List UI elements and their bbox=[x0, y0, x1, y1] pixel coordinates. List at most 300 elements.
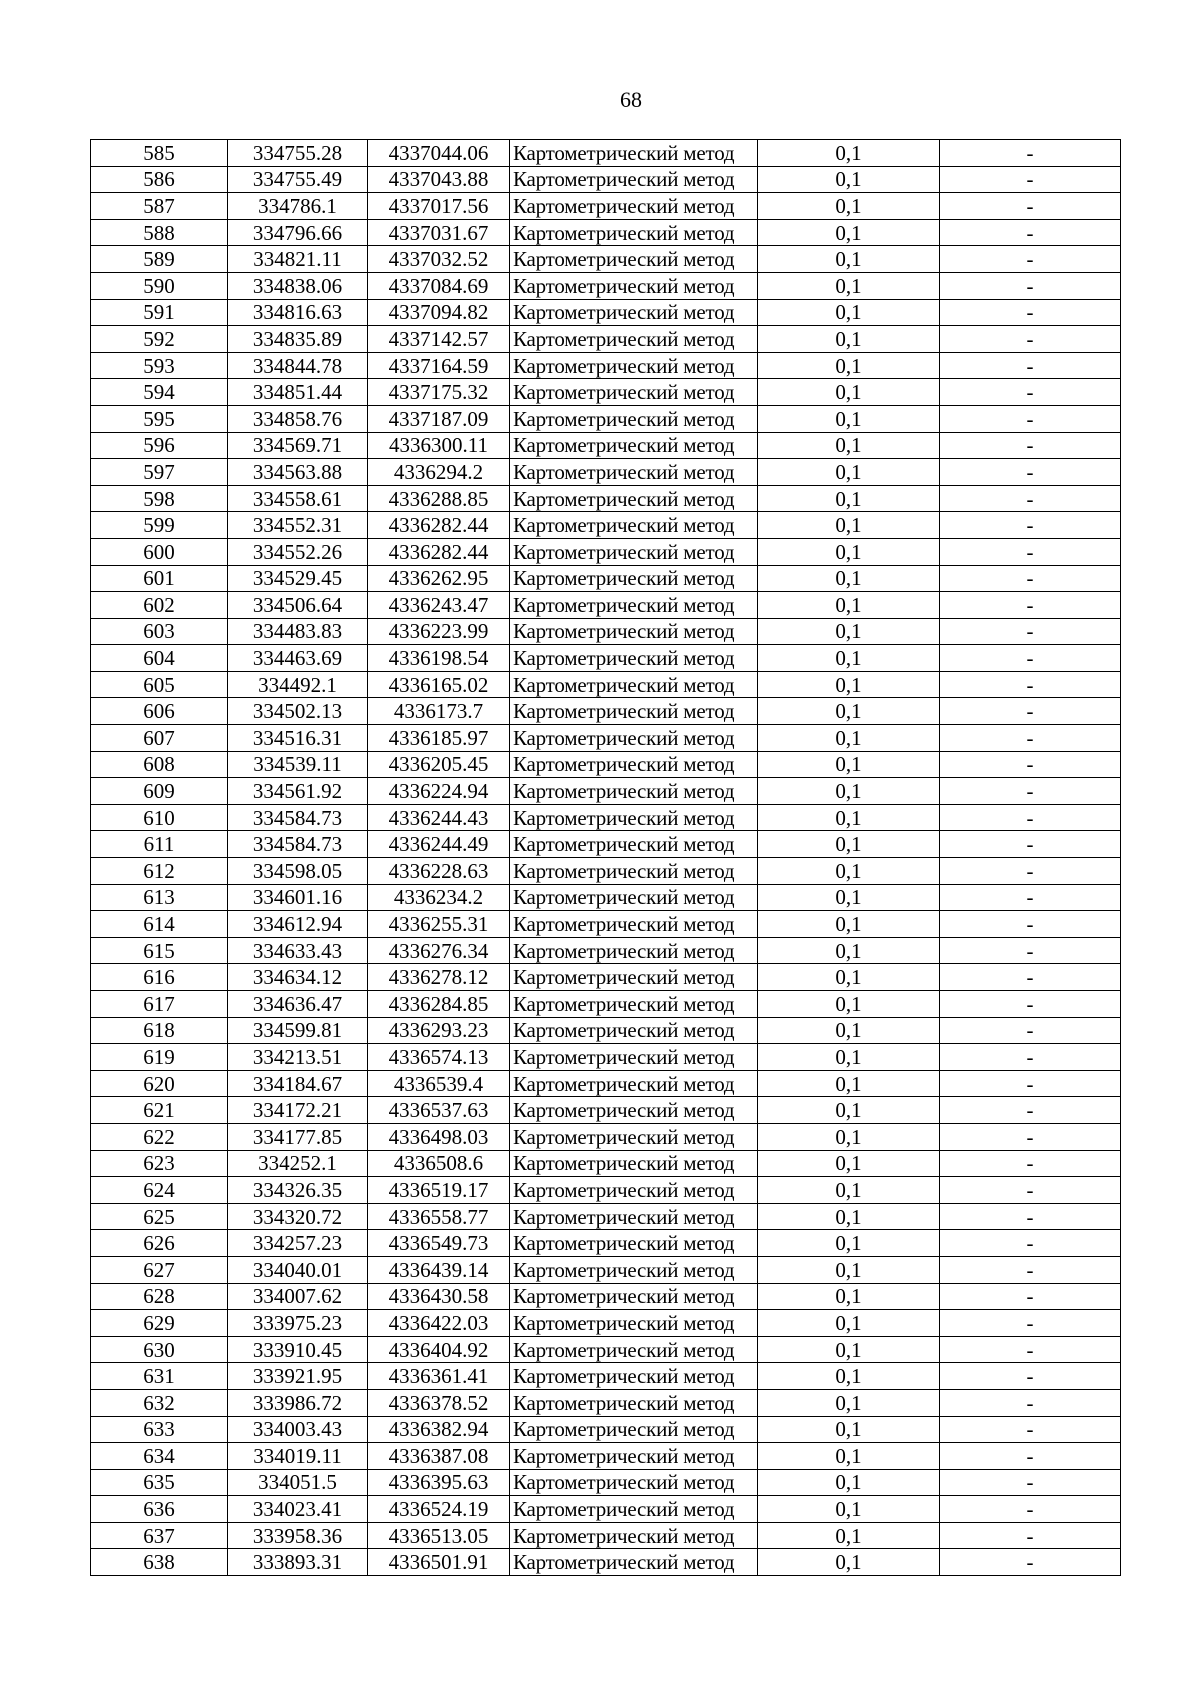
method-cell: Картометрический метод bbox=[510, 485, 758, 512]
method-cell: Картометрический метод bbox=[510, 193, 758, 220]
note-cell: - bbox=[940, 645, 1121, 672]
note-cell: - bbox=[940, 1283, 1121, 1310]
x-coordinate-cell: 333975.23 bbox=[228, 1310, 368, 1337]
method-cell: Картометрический метод bbox=[510, 592, 758, 619]
method-cell: Картометрический метод bbox=[510, 1017, 758, 1044]
method-cell: Картометрический метод bbox=[510, 778, 758, 805]
point-number-cell: 625 bbox=[91, 1203, 228, 1230]
table-row bbox=[91, 858, 1121, 885]
method-cell: Картометрический метод bbox=[510, 1070, 758, 1097]
table-row bbox=[91, 618, 1121, 645]
method-cell: Картометрический метод bbox=[510, 1363, 758, 1390]
note-cell: - bbox=[940, 937, 1121, 964]
page-number: 68 bbox=[620, 87, 642, 112]
table-row bbox=[91, 405, 1121, 432]
y-coordinate-cell: 4336288.85 bbox=[368, 485, 510, 512]
method-cell: Картометрический метод bbox=[510, 618, 758, 645]
point-number-cell: 635 bbox=[91, 1469, 228, 1496]
table-row bbox=[91, 1443, 1121, 1470]
table-row bbox=[91, 512, 1121, 539]
point-number-cell: 636 bbox=[91, 1496, 228, 1523]
table-row bbox=[91, 219, 1121, 246]
x-coordinate-cell: 334040.01 bbox=[228, 1256, 368, 1283]
point-number-cell: 586 bbox=[91, 166, 228, 193]
method-cell: Картометрический метод bbox=[510, 804, 758, 831]
note-cell: - bbox=[940, 459, 1121, 486]
point-number-cell: 633 bbox=[91, 1416, 228, 1443]
table-row bbox=[91, 166, 1121, 193]
method-cell: Картометрический метод bbox=[510, 512, 758, 539]
x-coordinate-cell: 334257.23 bbox=[228, 1230, 368, 1257]
table-row bbox=[91, 1150, 1121, 1177]
point-number-cell: 591 bbox=[91, 299, 228, 326]
precision-cell: 0,1 bbox=[758, 246, 940, 273]
x-coordinate-cell: 333921.95 bbox=[228, 1363, 368, 1390]
precision-cell: 0,1 bbox=[758, 858, 940, 885]
method-cell: Картометрический метод bbox=[510, 1496, 758, 1523]
note-cell: - bbox=[940, 1256, 1121, 1283]
y-coordinate-cell: 4336574.13 bbox=[368, 1044, 510, 1071]
x-coordinate-cell: 334483.83 bbox=[228, 618, 368, 645]
method-cell: Картометрический метод bbox=[510, 1203, 758, 1230]
note-cell: - bbox=[940, 193, 1121, 220]
table-row bbox=[91, 299, 1121, 326]
note-cell: - bbox=[940, 725, 1121, 752]
x-coordinate-cell: 334835.89 bbox=[228, 326, 368, 353]
precision-cell: 0,1 bbox=[758, 432, 940, 459]
point-number-cell: 589 bbox=[91, 246, 228, 273]
note-cell: - bbox=[940, 352, 1121, 379]
x-coordinate-cell: 334552.31 bbox=[228, 512, 368, 539]
y-coordinate-cell: 4336513.05 bbox=[368, 1522, 510, 1549]
method-cell: Картометрический метод bbox=[510, 352, 758, 379]
method-cell: Картометрический метод bbox=[510, 246, 758, 273]
x-coordinate-cell: 334755.49 bbox=[228, 166, 368, 193]
precision-cell: 0,1 bbox=[758, 831, 940, 858]
method-cell: Картометрический метод bbox=[510, 1256, 758, 1283]
x-coordinate-cell: 334539.11 bbox=[228, 751, 368, 778]
point-number-cell: 588 bbox=[91, 219, 228, 246]
precision-cell: 0,1 bbox=[758, 1443, 940, 1470]
x-coordinate-cell: 334320.72 bbox=[228, 1203, 368, 1230]
precision-cell: 0,1 bbox=[758, 804, 940, 831]
point-number-cell: 623 bbox=[91, 1150, 228, 1177]
y-coordinate-cell: 4336524.19 bbox=[368, 1496, 510, 1523]
precision-cell: 0,1 bbox=[758, 193, 940, 220]
note-cell: - bbox=[940, 804, 1121, 831]
precision-cell: 0,1 bbox=[758, 592, 940, 619]
x-coordinate-cell: 333958.36 bbox=[228, 1522, 368, 1549]
method-cell: Картометрический метод bbox=[510, 1469, 758, 1496]
precision-cell: 0,1 bbox=[758, 352, 940, 379]
table-row bbox=[91, 884, 1121, 911]
note-cell: - bbox=[940, 1469, 1121, 1496]
note-cell: - bbox=[940, 964, 1121, 991]
y-coordinate-cell: 4336278.12 bbox=[368, 964, 510, 991]
note-cell: - bbox=[940, 1549, 1121, 1576]
y-coordinate-cell: 4336284.85 bbox=[368, 991, 510, 1018]
note-cell: - bbox=[940, 1070, 1121, 1097]
x-coordinate-cell: 334019.11 bbox=[228, 1443, 368, 1470]
x-coordinate-cell: 334326.35 bbox=[228, 1177, 368, 1204]
x-coordinate-cell: 334584.73 bbox=[228, 831, 368, 858]
table-row bbox=[91, 538, 1121, 565]
coordinates-table bbox=[90, 139, 1121, 1576]
point-number-cell: 593 bbox=[91, 352, 228, 379]
x-coordinate-cell: 334213.51 bbox=[228, 1044, 368, 1071]
table-row bbox=[91, 1044, 1121, 1071]
note-cell: - bbox=[940, 272, 1121, 299]
point-number-cell: 599 bbox=[91, 512, 228, 539]
note-cell: - bbox=[940, 1123, 1121, 1150]
point-number-cell: 595 bbox=[91, 405, 228, 432]
precision-cell: 0,1 bbox=[758, 1230, 940, 1257]
note-cell: - bbox=[940, 1310, 1121, 1337]
y-coordinate-cell: 4336293.23 bbox=[368, 1017, 510, 1044]
y-coordinate-cell: 4336255.31 bbox=[368, 911, 510, 938]
x-coordinate-cell: 334598.05 bbox=[228, 858, 368, 885]
note-cell: - bbox=[940, 1017, 1121, 1044]
note-cell: - bbox=[940, 592, 1121, 619]
precision-cell: 0,1 bbox=[758, 565, 940, 592]
table-row bbox=[91, 1123, 1121, 1150]
point-number-cell: 604 bbox=[91, 645, 228, 672]
x-coordinate-cell: 334851.44 bbox=[228, 379, 368, 406]
precision-cell: 0,1 bbox=[758, 1123, 940, 1150]
x-coordinate-cell: 334612.94 bbox=[228, 911, 368, 938]
point-number-cell: 632 bbox=[91, 1389, 228, 1416]
y-coordinate-cell: 4336378.52 bbox=[368, 1389, 510, 1416]
table-row bbox=[91, 698, 1121, 725]
precision-cell: 0,1 bbox=[758, 1017, 940, 1044]
note-cell: - bbox=[940, 1230, 1121, 1257]
note-cell: - bbox=[940, 1496, 1121, 1523]
point-number-cell: 605 bbox=[91, 671, 228, 698]
y-coordinate-cell: 4336224.94 bbox=[368, 778, 510, 805]
note-cell: - bbox=[940, 671, 1121, 698]
note-cell: - bbox=[940, 1203, 1121, 1230]
table-row bbox=[91, 379, 1121, 406]
coordinates-table-body bbox=[91, 140, 1121, 1576]
precision-cell: 0,1 bbox=[758, 485, 940, 512]
precision-cell: 0,1 bbox=[758, 219, 940, 246]
method-cell: Картометрический метод bbox=[510, 379, 758, 406]
table-row bbox=[91, 246, 1121, 273]
y-coordinate-cell: 4336294.2 bbox=[368, 459, 510, 486]
precision-cell: 0,1 bbox=[758, 538, 940, 565]
y-coordinate-cell: 4337094.82 bbox=[368, 299, 510, 326]
note-cell: - bbox=[940, 1336, 1121, 1363]
method-cell: Картометрический метод bbox=[510, 219, 758, 246]
note-cell: - bbox=[940, 698, 1121, 725]
x-coordinate-cell: 333986.72 bbox=[228, 1389, 368, 1416]
x-coordinate-cell: 334858.76 bbox=[228, 405, 368, 432]
note-cell: - bbox=[940, 858, 1121, 885]
x-coordinate-cell: 334172.21 bbox=[228, 1097, 368, 1124]
y-coordinate-cell: 4336282.44 bbox=[368, 538, 510, 565]
x-coordinate-cell: 334755.28 bbox=[228, 140, 368, 167]
point-number-cell: 617 bbox=[91, 991, 228, 1018]
precision-cell: 0,1 bbox=[758, 1044, 940, 1071]
point-number-cell: 628 bbox=[91, 1283, 228, 1310]
point-number-cell: 608 bbox=[91, 751, 228, 778]
y-coordinate-cell: 4336262.95 bbox=[368, 565, 510, 592]
y-coordinate-cell: 4336519.17 bbox=[368, 1177, 510, 1204]
table-row bbox=[91, 1416, 1121, 1443]
table-row bbox=[91, 1336, 1121, 1363]
note-cell: - bbox=[940, 432, 1121, 459]
y-coordinate-cell: 4336244.43 bbox=[368, 804, 510, 831]
y-coordinate-cell: 4336501.91 bbox=[368, 1549, 510, 1576]
y-coordinate-cell: 4337187.09 bbox=[368, 405, 510, 432]
method-cell: Картометрический метод bbox=[510, 884, 758, 911]
x-coordinate-cell: 334516.31 bbox=[228, 725, 368, 752]
table-row bbox=[91, 1230, 1121, 1257]
y-coordinate-cell: 4336244.49 bbox=[368, 831, 510, 858]
note-cell: - bbox=[940, 991, 1121, 1018]
y-coordinate-cell: 4336549.73 bbox=[368, 1230, 510, 1257]
method-cell: Картометрический метод bbox=[510, 725, 758, 752]
precision-cell: 0,1 bbox=[758, 1336, 940, 1363]
table-row bbox=[91, 804, 1121, 831]
method-cell: Картометрический метод bbox=[510, 1283, 758, 1310]
x-coordinate-cell: 334007.62 bbox=[228, 1283, 368, 1310]
note-cell: - bbox=[940, 778, 1121, 805]
precision-cell: 0,1 bbox=[758, 1549, 940, 1576]
point-number-cell: 596 bbox=[91, 432, 228, 459]
note-cell: - bbox=[940, 565, 1121, 592]
method-cell: Картометрический метод bbox=[510, 405, 758, 432]
note-cell: - bbox=[940, 1443, 1121, 1470]
y-coordinate-cell: 4337175.32 bbox=[368, 379, 510, 406]
note-cell: - bbox=[940, 299, 1121, 326]
y-coordinate-cell: 4336537.63 bbox=[368, 1097, 510, 1124]
table-row bbox=[91, 671, 1121, 698]
precision-cell: 0,1 bbox=[758, 1363, 940, 1390]
method-cell: Картометрический метод bbox=[510, 1044, 758, 1071]
note-cell: - bbox=[940, 379, 1121, 406]
note-cell: - bbox=[940, 405, 1121, 432]
method-cell: Картометрический метод bbox=[510, 1177, 758, 1204]
precision-cell: 0,1 bbox=[758, 1469, 940, 1496]
x-coordinate-cell: 334796.66 bbox=[228, 219, 368, 246]
point-number-cell: 621 bbox=[91, 1097, 228, 1124]
method-cell: Картометрический метод bbox=[510, 1150, 758, 1177]
method-cell: Картометрический метод bbox=[510, 645, 758, 672]
y-coordinate-cell: 4336422.03 bbox=[368, 1310, 510, 1337]
y-coordinate-cell: 4336300.11 bbox=[368, 432, 510, 459]
point-number-cell: 615 bbox=[91, 937, 228, 964]
method-cell: Картометрический метод bbox=[510, 1336, 758, 1363]
y-coordinate-cell: 4336223.99 bbox=[368, 618, 510, 645]
precision-cell: 0,1 bbox=[758, 671, 940, 698]
method-cell: Картометрический метод bbox=[510, 538, 758, 565]
point-number-cell: 612 bbox=[91, 858, 228, 885]
y-coordinate-cell: 4336404.92 bbox=[368, 1336, 510, 1363]
x-coordinate-cell: 334838.06 bbox=[228, 272, 368, 299]
precision-cell: 0,1 bbox=[758, 778, 940, 805]
y-coordinate-cell: 4336439.14 bbox=[368, 1256, 510, 1283]
point-number-cell: 626 bbox=[91, 1230, 228, 1257]
precision-cell: 0,1 bbox=[758, 272, 940, 299]
point-number-cell: 618 bbox=[91, 1017, 228, 1044]
table-row bbox=[91, 1070, 1121, 1097]
precision-cell: 0,1 bbox=[758, 1283, 940, 1310]
table-row bbox=[91, 1363, 1121, 1390]
y-coordinate-cell: 4336361.41 bbox=[368, 1363, 510, 1390]
point-number-cell: 638 bbox=[91, 1549, 228, 1576]
x-coordinate-cell: 334584.73 bbox=[228, 804, 368, 831]
table-row bbox=[91, 831, 1121, 858]
precision-cell: 0,1 bbox=[758, 1310, 940, 1337]
table-row bbox=[91, 193, 1121, 220]
x-coordinate-cell: 334184.67 bbox=[228, 1070, 368, 1097]
point-number-cell: 637 bbox=[91, 1522, 228, 1549]
table-row bbox=[91, 1097, 1121, 1124]
x-coordinate-cell: 334177.85 bbox=[228, 1123, 368, 1150]
x-coordinate-cell: 334601.16 bbox=[228, 884, 368, 911]
table-row bbox=[91, 1389, 1121, 1416]
point-number-cell: 631 bbox=[91, 1363, 228, 1390]
method-cell: Картометрический метод bbox=[510, 1123, 758, 1150]
precision-cell: 0,1 bbox=[758, 1070, 940, 1097]
point-number-cell: 590 bbox=[91, 272, 228, 299]
point-number-cell: 613 bbox=[91, 884, 228, 911]
method-cell: Картометрический метод bbox=[510, 1416, 758, 1443]
table-row bbox=[91, 592, 1121, 619]
method-cell: Картометрический метод bbox=[510, 964, 758, 991]
table-row bbox=[91, 459, 1121, 486]
x-coordinate-cell: 334252.1 bbox=[228, 1150, 368, 1177]
x-coordinate-cell: 334786.1 bbox=[228, 193, 368, 220]
table-row bbox=[91, 778, 1121, 805]
x-coordinate-cell: 334492.1 bbox=[228, 671, 368, 698]
point-number-cell: 630 bbox=[91, 1336, 228, 1363]
note-cell: - bbox=[940, 1389, 1121, 1416]
y-coordinate-cell: 4336276.34 bbox=[368, 937, 510, 964]
precision-cell: 0,1 bbox=[758, 1177, 940, 1204]
x-coordinate-cell: 334051.5 bbox=[228, 1469, 368, 1496]
x-coordinate-cell: 334844.78 bbox=[228, 352, 368, 379]
point-number-cell: 611 bbox=[91, 831, 228, 858]
y-coordinate-cell: 4336198.54 bbox=[368, 645, 510, 672]
method-cell: Картометрический метод bbox=[510, 831, 758, 858]
note-cell: - bbox=[940, 831, 1121, 858]
precision-cell: 0,1 bbox=[758, 166, 940, 193]
table-row bbox=[91, 1549, 1121, 1576]
x-coordinate-cell: 334529.45 bbox=[228, 565, 368, 592]
x-coordinate-cell: 334821.11 bbox=[228, 246, 368, 273]
note-cell: - bbox=[940, 911, 1121, 938]
y-coordinate-cell: 4336498.03 bbox=[368, 1123, 510, 1150]
x-coordinate-cell: 334816.63 bbox=[228, 299, 368, 326]
precision-cell: 0,1 bbox=[758, 1256, 940, 1283]
method-cell: Картометрический метод bbox=[510, 991, 758, 1018]
table-row bbox=[91, 1256, 1121, 1283]
note-cell: - bbox=[940, 1416, 1121, 1443]
precision-cell: 0,1 bbox=[758, 991, 940, 1018]
precision-cell: 0,1 bbox=[758, 405, 940, 432]
method-cell: Картометрический метод bbox=[510, 166, 758, 193]
y-coordinate-cell: 4336508.6 bbox=[368, 1150, 510, 1177]
y-coordinate-cell: 4336387.08 bbox=[368, 1443, 510, 1470]
precision-cell: 0,1 bbox=[758, 1389, 940, 1416]
precision-cell: 0,1 bbox=[758, 645, 940, 672]
table-row bbox=[91, 432, 1121, 459]
point-number-cell: 592 bbox=[91, 326, 228, 353]
point-number-cell: 603 bbox=[91, 618, 228, 645]
precision-cell: 0,1 bbox=[758, 1496, 940, 1523]
note-cell: - bbox=[940, 618, 1121, 645]
method-cell: Картометрический метод bbox=[510, 299, 758, 326]
x-coordinate-cell: 334023.41 bbox=[228, 1496, 368, 1523]
method-cell: Картометрический метод bbox=[510, 1522, 758, 1549]
x-coordinate-cell: 334506.64 bbox=[228, 592, 368, 619]
x-coordinate-cell: 334463.69 bbox=[228, 645, 368, 672]
point-number-cell: 622 bbox=[91, 1123, 228, 1150]
table-row bbox=[91, 964, 1121, 991]
table-row bbox=[91, 326, 1121, 353]
precision-cell: 0,1 bbox=[758, 379, 940, 406]
y-coordinate-cell: 4336165.02 bbox=[368, 671, 510, 698]
point-number-cell: 597 bbox=[91, 459, 228, 486]
y-coordinate-cell: 4336173.7 bbox=[368, 698, 510, 725]
table-row bbox=[91, 1203, 1121, 1230]
table-row bbox=[91, 1310, 1121, 1337]
precision-cell: 0,1 bbox=[758, 1097, 940, 1124]
method-cell: Картометрический метод bbox=[510, 858, 758, 885]
note-cell: - bbox=[940, 1522, 1121, 1549]
point-number-cell: 634 bbox=[91, 1443, 228, 1470]
x-coordinate-cell: 334599.81 bbox=[228, 1017, 368, 1044]
y-coordinate-cell: 4336430.58 bbox=[368, 1283, 510, 1310]
table-row bbox=[91, 937, 1121, 964]
table-row bbox=[91, 911, 1121, 938]
note-cell: - bbox=[940, 246, 1121, 273]
y-coordinate-cell: 4337043.88 bbox=[368, 166, 510, 193]
y-coordinate-cell: 4337164.59 bbox=[368, 352, 510, 379]
note-cell: - bbox=[940, 1044, 1121, 1071]
note-cell: - bbox=[940, 538, 1121, 565]
precision-cell: 0,1 bbox=[758, 698, 940, 725]
point-number-cell: 620 bbox=[91, 1070, 228, 1097]
precision-cell: 0,1 bbox=[758, 459, 940, 486]
y-coordinate-cell: 4337084.69 bbox=[368, 272, 510, 299]
point-number-cell: 610 bbox=[91, 804, 228, 831]
method-cell: Картометрический метод bbox=[510, 671, 758, 698]
method-cell: Картометрический метод bbox=[510, 1097, 758, 1124]
method-cell: Картометрический метод bbox=[510, 140, 758, 167]
note-cell: - bbox=[940, 1363, 1121, 1390]
point-number-cell: 606 bbox=[91, 698, 228, 725]
point-number-cell: 624 bbox=[91, 1177, 228, 1204]
y-coordinate-cell: 4337044.06 bbox=[368, 140, 510, 167]
y-coordinate-cell: 4336205.45 bbox=[368, 751, 510, 778]
method-cell: Картометрический метод bbox=[510, 459, 758, 486]
x-coordinate-cell: 334558.61 bbox=[228, 485, 368, 512]
table-row bbox=[91, 725, 1121, 752]
note-cell: - bbox=[940, 166, 1121, 193]
method-cell: Картометрический метод bbox=[510, 565, 758, 592]
note-cell: - bbox=[940, 751, 1121, 778]
point-number-cell: 614 bbox=[91, 911, 228, 938]
note-cell: - bbox=[940, 485, 1121, 512]
note-cell: - bbox=[940, 884, 1121, 911]
x-coordinate-cell: 333910.45 bbox=[228, 1336, 368, 1363]
method-cell: Картометрический метод bbox=[510, 1230, 758, 1257]
y-coordinate-cell: 4336243.47 bbox=[368, 592, 510, 619]
precision-cell: 0,1 bbox=[758, 512, 940, 539]
